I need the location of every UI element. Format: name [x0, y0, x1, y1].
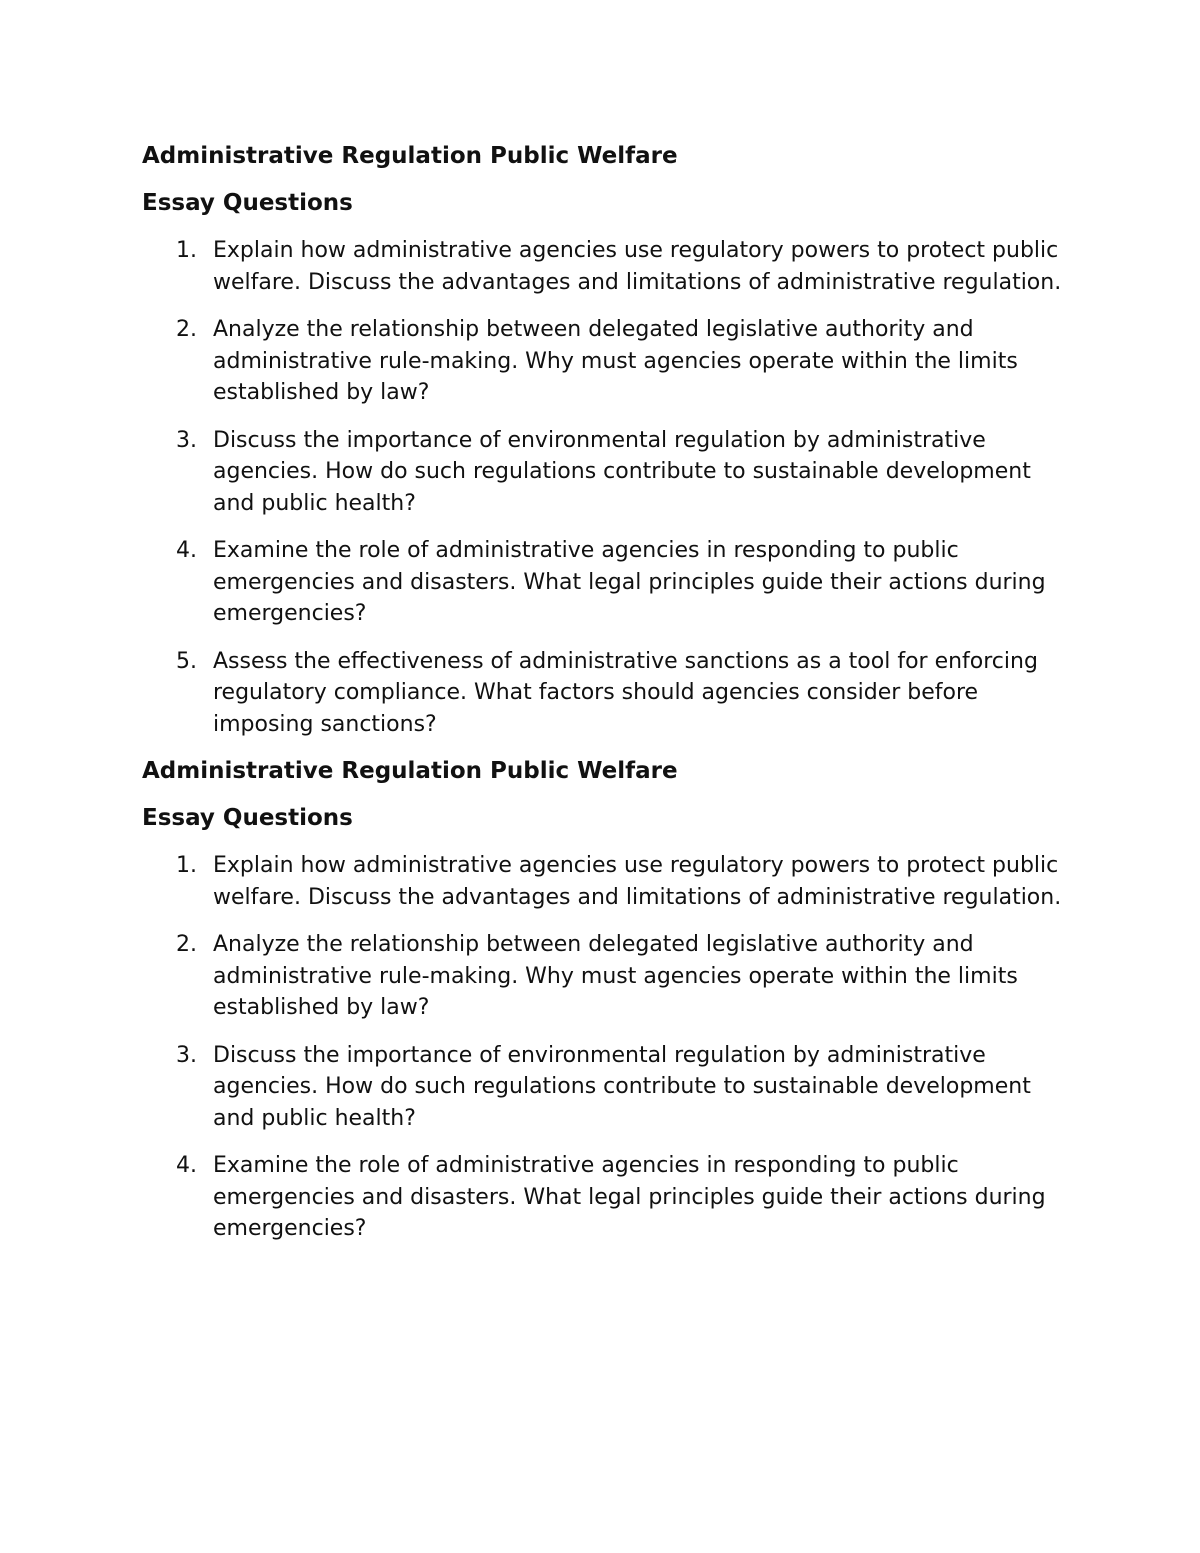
- question-text: Examine the role of administrative agencies in responding to public emergencies and disasters. What legal principles guide their actions during emergencies?: [213, 538, 1046, 626]
- question-number: 4.: [176, 538, 197, 563]
- question-number: 1.: [176, 853, 197, 878]
- question-text: Explain how administrative agencies use regulatory powers to protect public welfare. Discuss the advantages and limitations of administrative regulation.: [213, 238, 1062, 295]
- section-2: [142, 756, 1062, 1245]
- question-item: [142, 425, 1062, 520]
- section-title: Administrative Regulation Public Welfare: [142, 143, 678, 169]
- question-item: [142, 235, 1062, 298]
- section-subtitle: Essay Questions: [142, 805, 353, 831]
- document-body: [142, 141, 1062, 1261]
- section-1: [142, 141, 1062, 740]
- question-number: 5.: [176, 648, 197, 674]
- question-item: [142, 850, 1062, 913]
- question-text: Discuss the importance of environmental regulation by administrative agencies. How do such regulations contribute to sustainable development and public health?: [213, 1042, 1031, 1131]
- question-number: 4.: [176, 1153, 197, 1178]
- section-subtitle: Essay Questions: [142, 190, 353, 216]
- question-number: 3.: [176, 427, 197, 453]
- question-number: 2.: [176, 317, 197, 342]
- question-text: Analyze the relationship between delegated legislative authority and administrative rule-making. Why must agencies operate within the limits established by law?: [213, 317, 1018, 405]
- question-item: [142, 646, 1062, 741]
- question-number: 2.: [176, 932, 197, 957]
- question-item: [142, 929, 1062, 1024]
- question-item: [142, 1150, 1062, 1245]
- question-list: [142, 235, 1062, 740]
- question-number: 1.: [176, 238, 197, 263]
- question-item: [142, 314, 1062, 409]
- question-item: [142, 1040, 1062, 1135]
- question-text: Explain how administrative agencies use regulatory powers to protect public welfare. Discuss the advantages and limitations of administrative regulation.: [213, 853, 1062, 910]
- question-list: [142, 850, 1062, 1245]
- question-item: [142, 535, 1062, 630]
- question-text: Analyze the relationship between delegated legislative authority and administrative rule-making. Why must agencies operate within the limits established by law?: [213, 932, 1018, 1020]
- question-text: Assess the effectiveness of administrative sanctions as a tool for enforcing regulatory compliance. What factors should agencies consider before imposing sanctions?: [213, 648, 1038, 737]
- question-text: Discuss the importance of environmental regulation by administrative agencies. How do such regulations contribute to sustainable development and public health?: [213, 427, 1031, 516]
- section-title: Administrative Regulation Public Welfare: [142, 758, 678, 784]
- question-text: Examine the role of administrative agencies in responding to public emergencies and disasters. What legal principles guide their actions during emergencies?: [213, 1153, 1046, 1241]
- question-number: 3.: [176, 1042, 197, 1068]
